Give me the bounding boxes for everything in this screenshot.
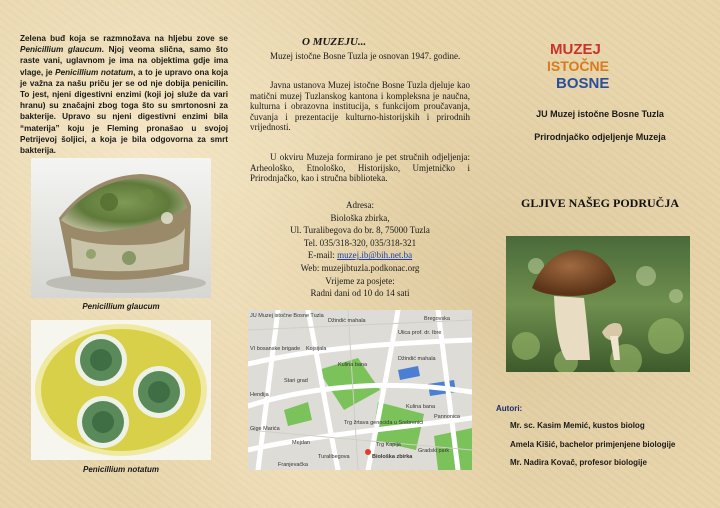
about-paragraph-2: Javna ustanova Muzej istočne Bosne Tuzla djeluje kao matični muzej Tuzlanskog kantona i kompleksna je naučna, kulturna i obrazovna institucija, s funkcijom proučavanja, čuvanja i prezentacije kulturno-historijskih i prirodnih vrijednosti. [250, 80, 470, 133]
map-label-bregovska: Bregovska [424, 316, 450, 322]
mushroom-photo [506, 236, 690, 372]
institution-name: JU Muzej istočne Bosne Tuzla [536, 109, 664, 119]
address-line-1: Biološka zbirka, [330, 212, 390, 223]
email-label: E-mail: [307, 250, 335, 261]
map-label-kulina-2: Kulina bana [406, 404, 436, 410]
left-panel [0, 0, 238, 508]
about-heading: O MUZEJU... [302, 36, 367, 48]
map-label-pannonica: Pannonica [434, 414, 460, 420]
map-label-dzindic-2: Džindić mahala [398, 356, 436, 362]
hours-line: Radni dani od 10 do 14 sati [310, 288, 410, 299]
map-label-square: Trg žrtava genocida u Srebrenici [344, 420, 424, 426]
map-label-stari-grad: Stari grad [284, 378, 308, 384]
intro-part-3: , a to je upravo ona koja je važna za našu priču jer se od nje dobija penicilin. To jest, njeni digestivni enzimi (koji joj služe da vari hranu) su značajni zbog toga što su smrtonosni za bakterije. Upravo su njeni digestivni enzimi bila “materija” koju je Fleming pronašao u svojoj Petrijevoj šoljici, a koja je bila odgovorna za smrt bakterija. [20, 67, 228, 156]
caption-notatum: Penicillium notatum [82, 465, 159, 474]
logo-row-1: MUZEJ [550, 41, 601, 58]
address-label: Adresa: [346, 200, 374, 210]
map-label-gige: Gige Marića [250, 426, 280, 432]
right-panel [480, 0, 720, 508]
location-map [248, 310, 472, 470]
map-label-kulina: Kulina bana [338, 362, 368, 368]
intro-species-notatum: Penicillium notatum [55, 67, 134, 77]
map-label-bosanska: VI bosanske brigade [250, 346, 301, 352]
middle-panel [238, 0, 480, 508]
brochure-title: GLJIVE NAŠEG PODRUČJA [520, 196, 679, 210]
authors-heading: Autori: [496, 404, 523, 413]
intro-species-glaucum: Penicillium glaucum [20, 45, 102, 55]
intro-part-2: . Njoj veoma slična, samo što raste vani, uglavnom je ima na objektima gdje ima vlage, je [20, 45, 228, 77]
map-label-mejdan: Mejdan [292, 440, 311, 446]
intro-text [20, 33, 228, 156]
about-paragraph-1: Muzej istočne Bosne Tuzla je osnovan 1947. godine. [270, 51, 461, 61]
about-paragraph-3: U okviru Muzeja formirano je pet stručnih odjeljenja: Arheološko, Etnološko, Historijsko, Umjetničko i Prirodnjačko, kao i stručna biblioteka. [250, 152, 470, 184]
author-1: Mr. sc. Kasim Memić, kustos biolog [510, 421, 645, 430]
logo-row-3: BOSNE [556, 75, 610, 91]
intro-part-1: Zelena buđ koja se razmnožava na hljebu zove se [20, 34, 228, 43]
author-3: Mr. Nadira Kovač, profesor biologije [510, 458, 647, 467]
department-name: Prirodnjačko odjeljenje Muzeja [534, 132, 666, 142]
author-2: Amela Kišić, bachelor primjenjene biologije [510, 440, 676, 449]
map-label-kojsijala: Kojsijala [306, 346, 327, 352]
logo-row-2: ISTOČNE [547, 58, 609, 74]
address-line-2: Ul. Turalibegova do br. 8, 75000 Tuzla [290, 225, 430, 236]
map-label-hendija: Hendija [250, 392, 269, 398]
map-label-museum: JU Muzej istočne Bosne Tuzla [250, 313, 324, 319]
map-pin [365, 449, 371, 455]
address-block [250, 199, 470, 300]
caption-glaucum: Penicillium glaucum [82, 302, 160, 311]
map-label-turalibegova: Turalibegova [318, 454, 350, 460]
petri-dish-photo [31, 320, 211, 460]
map-label-franjevacka: Franjevačka [278, 462, 308, 468]
web-line[interactable]: Web: muzejibtuzla.podkonac.org [300, 262, 420, 273]
moldy-bread-photo [31, 158, 211, 298]
email-link[interactable]: muzej.ib@bih.net.ba [337, 250, 413, 261]
email-line [250, 249, 470, 262]
map-label-izeta: Ulica prof. dr. Ibre [398, 330, 442, 336]
museum-logo [546, 39, 638, 91]
map-label-dzindic: Džindić mahala [328, 318, 366, 324]
phone-line: Tel. 035/318-320, 035/318-321 [303, 237, 417, 248]
map-label-park: Gradski park [418, 448, 450, 454]
hours-label: Vrijeme za posjete: [325, 275, 395, 286]
map-label-bioloska: Biološka zbirka [372, 454, 413, 460]
map-label-trg-kapija: Trg Kapija [376, 442, 401, 448]
